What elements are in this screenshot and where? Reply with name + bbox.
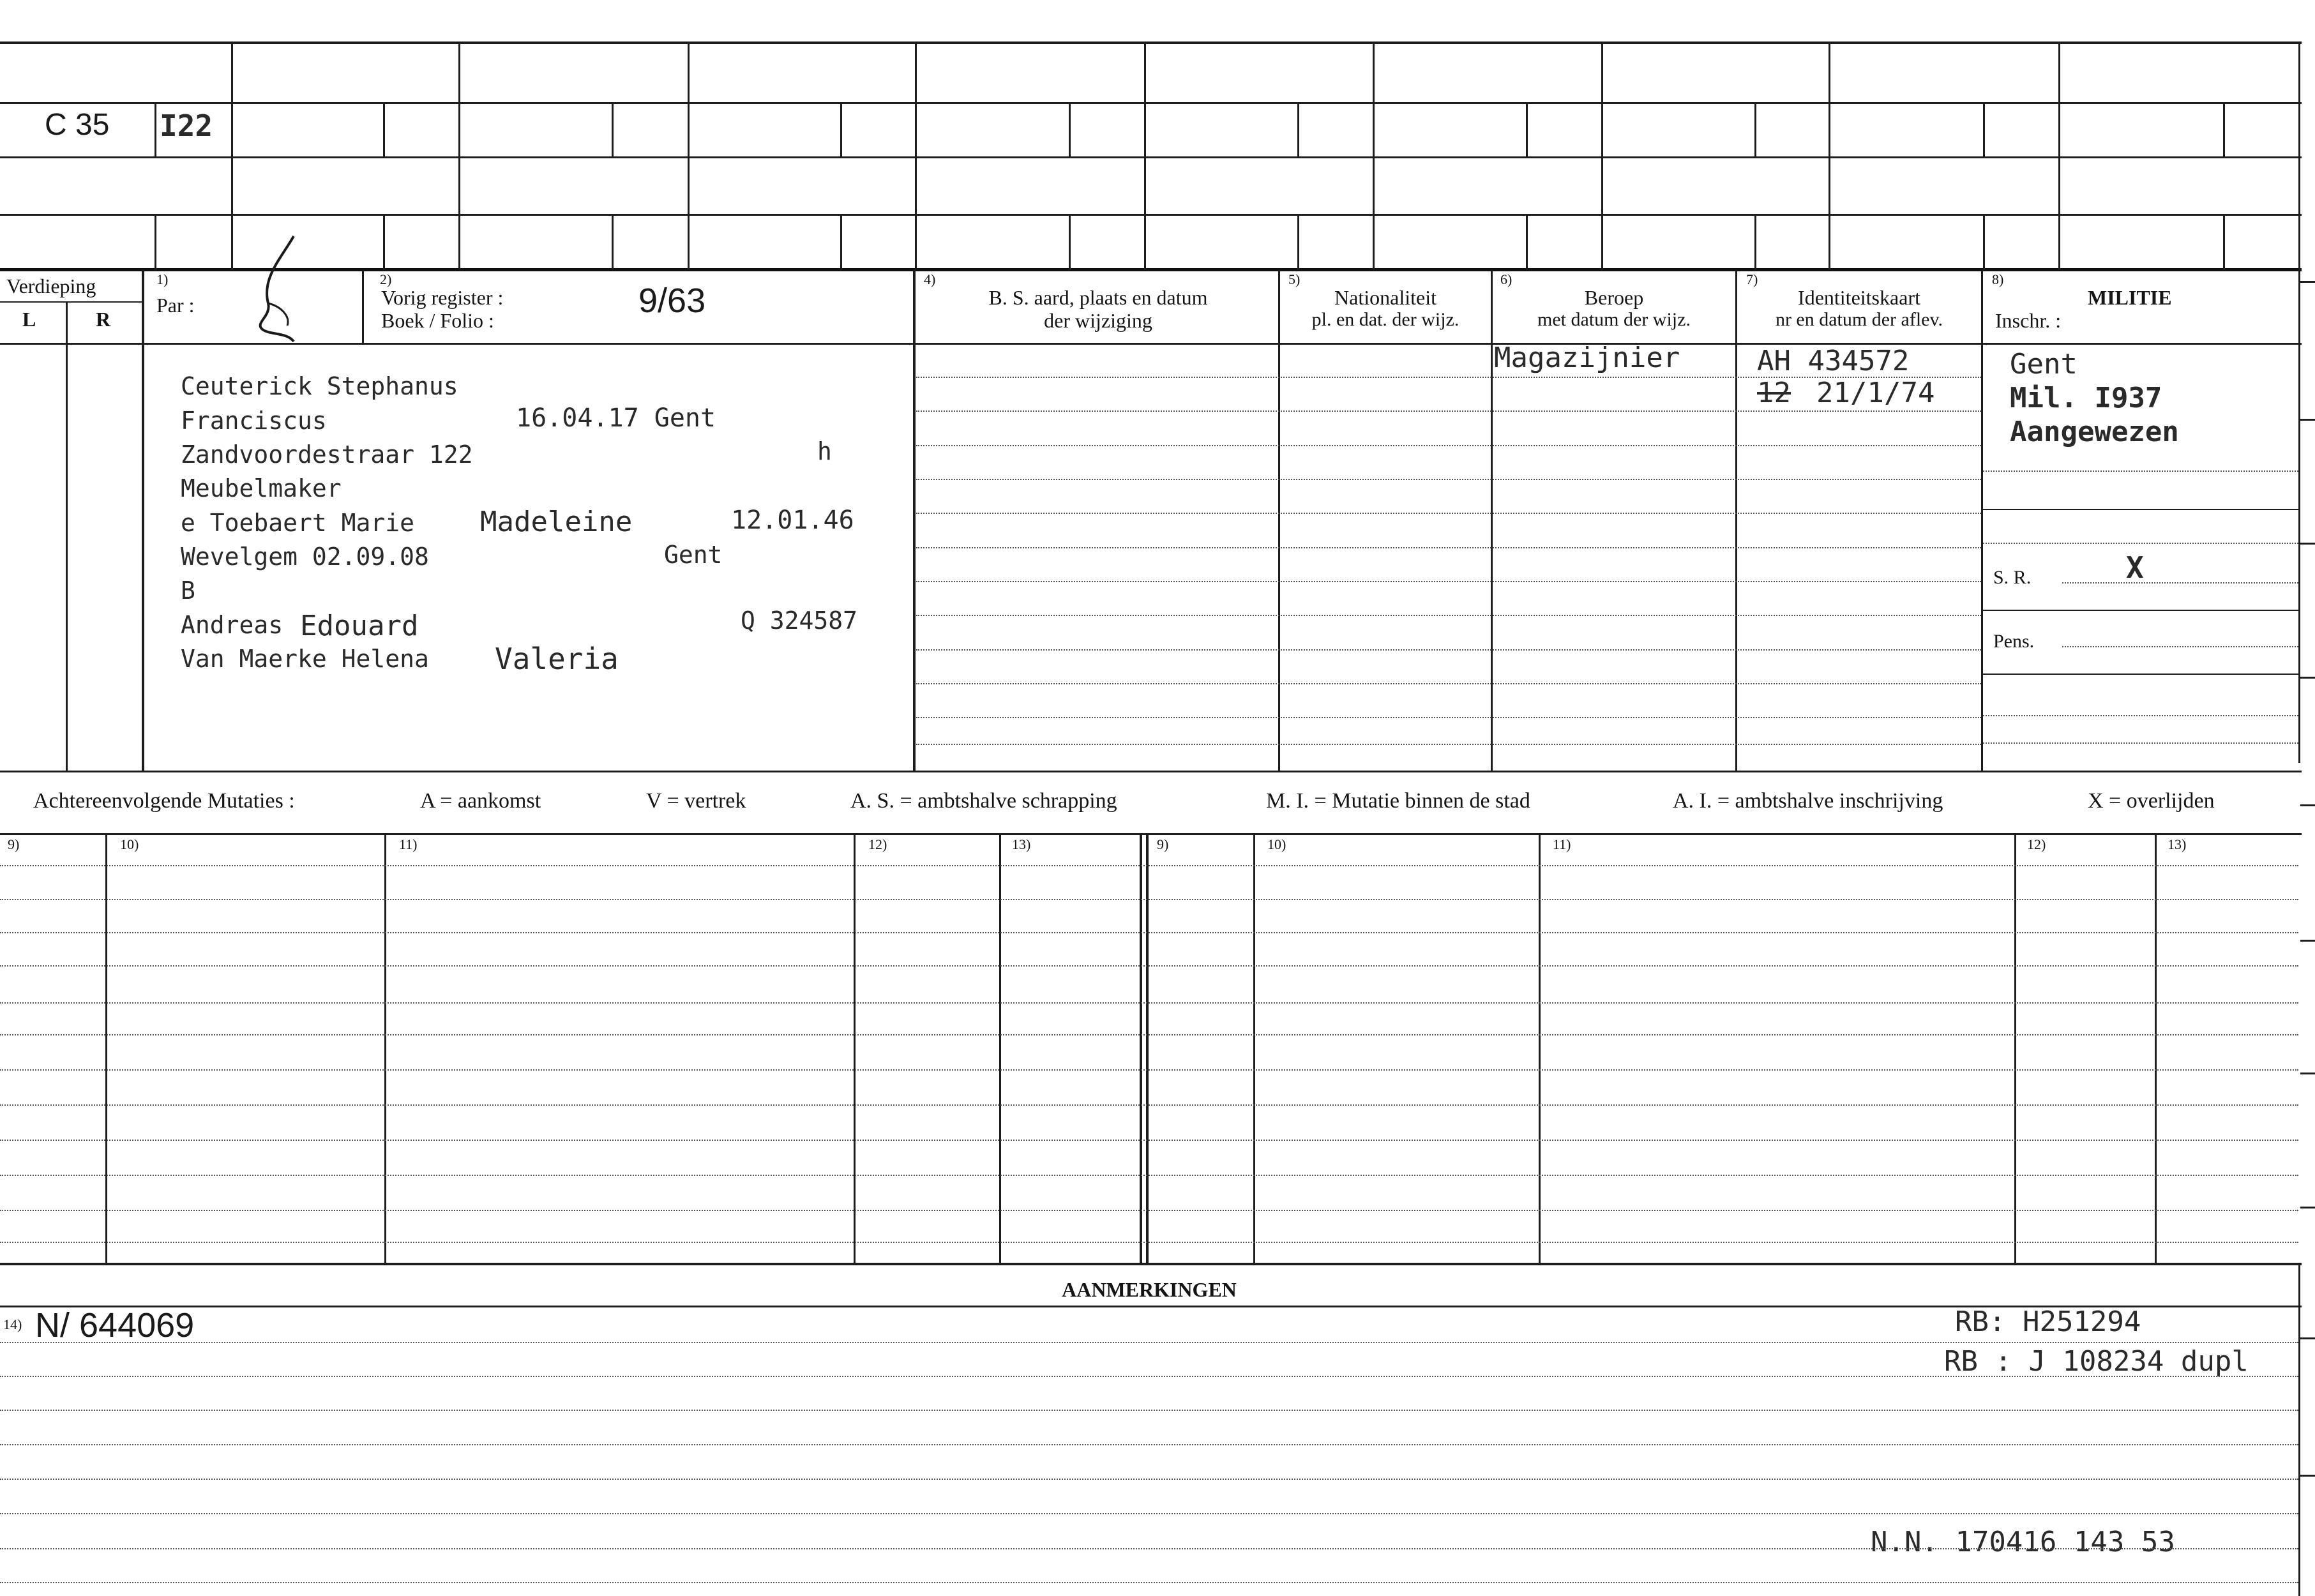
militie-label: MILITIE — [2088, 286, 2172, 309]
militie-status: Aangewezen — [2010, 416, 2179, 448]
col7-header-sub: nr en datum der aflev. — [1775, 309, 1943, 330]
top-grid-vline — [1526, 214, 1528, 270]
mutaties-vline — [2155, 833, 2157, 1263]
field-number: 5) — [1288, 271, 1301, 287]
header-vline — [1278, 270, 1280, 771]
person-line: Van Maerke Helena — [181, 645, 429, 673]
col4-header: B. S. aard, plaats en datum — [988, 286, 1208, 309]
militie-place: Gent — [2010, 348, 2077, 380]
dotted-row — [916, 615, 1981, 616]
militie-row — [1983, 471, 2298, 472]
dotted-row — [916, 744, 1981, 745]
mutaties-row — [0, 932, 2298, 933]
militie-row — [1983, 715, 2298, 716]
aanmerkingen-row — [0, 1410, 2298, 1411]
person-line: Franciscus — [181, 407, 327, 435]
sr-label: S. R. — [1993, 567, 2032, 588]
militie-line — [1983, 509, 2298, 510]
person-line: Zandvoordestraar 122 — [181, 440, 473, 469]
pens-label: Pens. — [1993, 631, 2035, 652]
mutaties-row — [0, 1140, 2298, 1141]
militie-line — [1983, 610, 2298, 611]
rb-dupl-number: RB : J 108234 dupl — [1944, 1345, 2249, 1378]
mutaties-col-number: 11) — [1553, 836, 1571, 852]
mutaties-col-number: 12) — [868, 836, 887, 852]
col4-header-sub: der wijziging — [1044, 309, 1152, 332]
dotted-row — [916, 513, 1981, 514]
dotted-row — [916, 649, 1981, 651]
col5-header: Nationaliteit — [1334, 286, 1437, 309]
top-grid-vline — [1297, 102, 1299, 156]
mutaties-vline — [105, 833, 107, 1263]
verdieping-vline — [142, 270, 144, 771]
margin-tick — [2300, 1337, 2315, 1339]
spouse-date: 12.01.46 — [731, 506, 854, 535]
militie-year: Mil. I937 — [2010, 382, 2162, 414]
top-grid-vline — [688, 41, 690, 270]
id-card-number: AH 434572 — [1757, 345, 1910, 377]
mutaties-row — [0, 965, 2298, 967]
top-grid-vline — [155, 102, 156, 156]
dotted-row — [916, 683, 1981, 684]
aanmerkingen-row — [0, 1513, 2298, 1514]
nn-number: N.N. 170416 143 53 — [1871, 1526, 2175, 1558]
mutaties-col-number: 9) — [1157, 836, 1169, 852]
mutaties-row — [0, 899, 2298, 900]
header-bottom-line — [0, 343, 2302, 345]
mutaties-vline — [1140, 833, 1142, 1263]
top-grid-vline — [1373, 41, 1375, 270]
col6-header: Beroep — [1584, 286, 1644, 309]
legend-item: V = vertrek — [646, 789, 746, 813]
top-grid-vline — [2223, 102, 2225, 156]
rb-number: RB: H251294 — [1955, 1306, 2141, 1338]
dotted-row — [916, 717, 1981, 718]
aanmerkingen-row — [0, 1376, 2298, 1377]
mutaties-vline — [999, 833, 1001, 1263]
card-code: C 35 — [45, 108, 110, 142]
person-line: B — [181, 576, 195, 605]
sr-value: X — [2126, 550, 2144, 585]
field-number: 2) — [380, 271, 392, 287]
field-number: 1) — [156, 271, 169, 287]
dotted-row — [916, 445, 1981, 446]
person-birth: 16.04.17 Gent — [516, 403, 716, 433]
n-number: N/ 644069 — [35, 1306, 195, 1344]
field-number: 4) — [924, 271, 936, 287]
top-grid-vline — [2223, 214, 2225, 270]
person-line: Wevelgem 02.09.08 — [181, 543, 429, 571]
mutaties-vline — [854, 833, 856, 1263]
header-vline — [362, 270, 364, 343]
header-vline — [1735, 270, 1737, 771]
mutaties-col-number: 12) — [2027, 836, 2046, 852]
mutaties-col-number: 9) — [8, 836, 20, 852]
beroep-value: Magazijnier — [1494, 342, 1680, 374]
militie-row — [1983, 543, 2298, 544]
mutaties-row — [0, 1175, 2298, 1176]
dotted-row — [916, 410, 1981, 412]
aanmerkingen-row — [0, 1548, 2298, 1549]
mutaties-row — [0, 1104, 2298, 1106]
verdieping-sub-line — [0, 301, 144, 303]
right-edge-line — [2298, 41, 2300, 763]
person-line: e Toebaert Marie — [181, 509, 415, 537]
margin-tick — [2300, 1073, 2315, 1074]
par-label: Par : — [156, 294, 195, 317]
spouse-name2: Madeleine — [480, 506, 633, 538]
header-vline — [913, 270, 916, 771]
militie-row — [2062, 646, 2298, 647]
legend-item: M. I. = Mutatie binnen de stad — [1266, 789, 1530, 813]
mutaties-bottom-line — [0, 1263, 2302, 1265]
header-vline — [1491, 270, 1493, 771]
right-bottom-edge — [2298, 1264, 2300, 1596]
mutaties-title: Achtereenvolgende Mutaties : — [33, 789, 295, 813]
mutaties-col-number: 13) — [1012, 836, 1031, 852]
col7-header: Identiteitskaart — [1798, 286, 1920, 309]
top-grid-vline — [612, 214, 614, 270]
top-grid-vline — [1069, 214, 1071, 270]
mutaties-vline — [1146, 833, 1149, 1263]
q-number: Q 324587 — [741, 606, 858, 635]
verdieping-l-label: L — [22, 308, 36, 331]
field-number: 6) — [1500, 271, 1512, 287]
legend-item: A = aankomst — [420, 789, 541, 813]
top-grid-vline — [2058, 41, 2060, 270]
legend-item: A. S. = ambtshalve schrapping — [850, 789, 1117, 813]
dotted-row — [916, 547, 1981, 548]
top-grid-vline — [840, 102, 842, 156]
header-top-line — [0, 268, 2302, 271]
boek-folio-label: Boek / Folio : — [381, 309, 494, 332]
verdieping-r-label: R — [96, 308, 111, 331]
aanmerkingen-row — [0, 1582, 2298, 1583]
top-grid-vline — [383, 102, 385, 156]
par-signature — [243, 233, 313, 361]
top-grid-vline — [612, 102, 614, 156]
top-grid-line — [0, 214, 2302, 216]
card-number: I22 — [160, 109, 213, 143]
top-edge-line — [0, 41, 2302, 44]
dotted-row — [916, 581, 1981, 582]
field-number: 8) — [1992, 271, 2004, 287]
top-grid-line — [0, 102, 2302, 104]
andreas-extra: Edouard — [300, 610, 419, 642]
legend-item: X = overlijden — [2088, 789, 2215, 813]
top-grid-vline — [231, 41, 233, 270]
col5-header-sub: pl. en dat. der wijz. — [1311, 309, 1459, 330]
top-grid-vline — [1526, 102, 1528, 156]
person-h-mark: h — [817, 437, 832, 465]
mutaties-col-number: 10) — [1267, 836, 1286, 852]
top-grid-vline — [1754, 214, 1756, 270]
top-grid-vline — [1983, 214, 1985, 270]
top-grid-vline — [1069, 102, 1071, 156]
top-grid-vline — [1144, 41, 1146, 270]
top-grid-line — [0, 156, 2302, 158]
margin-tick — [2300, 677, 2315, 679]
aanmerkingen-row — [0, 1479, 2298, 1480]
margin-tick — [2300, 804, 2315, 806]
militie-row — [1983, 742, 2298, 744]
register-value: 9/63 — [638, 282, 706, 320]
field-number: 14) — [3, 1316, 22, 1332]
mutaties-row — [0, 1002, 2298, 1004]
mutaties-col-number: 13) — [2168, 836, 2187, 852]
militie-row — [2062, 582, 2298, 583]
top-grid-vline — [915, 41, 917, 270]
main-bottom-line — [0, 771, 2302, 772]
mutaties-col-number: 10) — [120, 836, 139, 852]
person-line: Ceuterick Stephanus — [181, 372, 458, 400]
mutaties-vline — [1539, 833, 1541, 1263]
verdieping-label: Verdieping — [6, 275, 96, 297]
top-grid-vline — [155, 214, 156, 270]
mutaties-row — [0, 865, 2298, 866]
mutaties-row — [0, 1069, 2298, 1071]
aanmerkingen-row — [0, 1342, 2298, 1343]
mutaties-row — [0, 1034, 2298, 1035]
person-line: Andreas — [181, 611, 283, 639]
top-grid-vline — [383, 214, 385, 270]
person-line: Meubelmaker — [181, 474, 342, 502]
col6-header-sub: met datum der wijz. — [1537, 309, 1691, 330]
margin-tick — [2300, 940, 2315, 942]
dotted-row — [916, 479, 1981, 480]
valeria: Valeria — [495, 642, 619, 676]
mutaties-vline — [384, 833, 386, 1263]
field-number: 7) — [1746, 271, 1758, 287]
vorig-register-label: Vorig register : — [381, 286, 504, 309]
person-gent: Gent — [664, 541, 723, 569]
aanmerkingen-title: AANMERKINGEN — [1062, 1278, 1237, 1301]
margin-tick — [2300, 281, 2315, 283]
id-card-date: 21/1/74 — [1816, 377, 1935, 409]
mutaties-vline — [1253, 833, 1255, 1263]
top-grid-vline — [1297, 214, 1299, 270]
top-grid-vline — [840, 214, 842, 270]
top-grid-vline — [1829, 41, 1830, 270]
top-grid-vline — [1983, 102, 1985, 156]
top-grid-vline — [1601, 41, 1603, 270]
verdieping-vline — [66, 301, 68, 771]
mutaties-row — [0, 1210, 2298, 1211]
header-vline — [1981, 270, 1983, 771]
top-grid-vline — [458, 41, 460, 270]
margin-tick — [2300, 1207, 2315, 1208]
mutaties-col-number: 11) — [399, 836, 418, 852]
inschr-label: Inschr. : — [1995, 309, 2062, 332]
legend-item: A. I. = ambtshalve inschrijving — [1673, 789, 1943, 813]
mutaties-vline — [2014, 833, 2016, 1263]
aanmerkingen-row — [0, 1444, 2298, 1445]
margin-tick — [2300, 1475, 2315, 1477]
militie-line — [1983, 674, 2298, 675]
top-grid-vline — [1754, 102, 1756, 156]
id-card-struck: 12 — [1757, 377, 1791, 409]
mutaties-top-line — [0, 833, 2302, 835]
mutaties-row — [0, 1242, 2298, 1243]
margin-tick — [2300, 419, 2315, 421]
margin-tick — [2300, 543, 2315, 545]
